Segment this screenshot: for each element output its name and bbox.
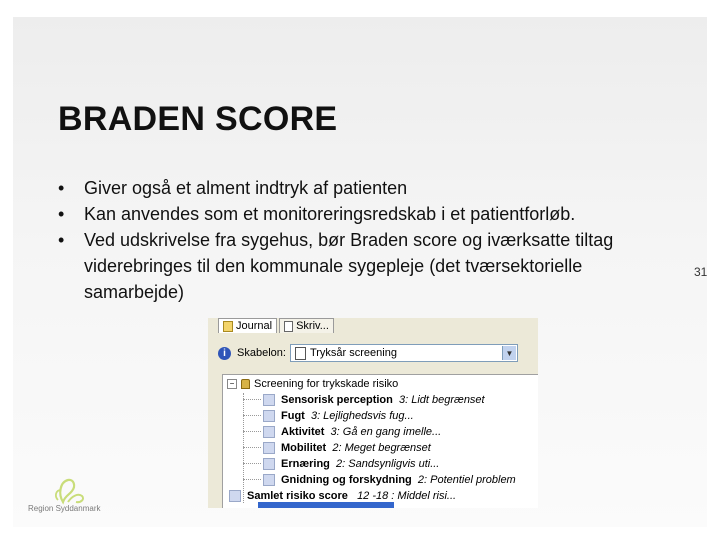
logo-mark-icon	[28, 476, 98, 506]
bullet-item	[58, 227, 698, 305]
item-name: Ernæring	[281, 457, 330, 470]
template-label: Skabelon:	[237, 347, 286, 359]
tree-connector	[243, 479, 261, 480]
document-icon	[295, 347, 306, 360]
embedded-screenshot	[208, 318, 538, 508]
item-value: 3: Lidt begrænset	[399, 393, 485, 406]
logo-text: Region Syddanmark	[28, 504, 101, 513]
item-name: Fugt	[281, 409, 305, 422]
field-icon	[263, 474, 275, 486]
tab-journal[interactable]	[218, 318, 277, 333]
item-name: Sensorisk perception	[281, 393, 393, 406]
bullet-marker: •	[58, 204, 65, 224]
journal-icon	[223, 321, 233, 332]
item-value: 3: Lejlighedsvis fug...	[310, 409, 414, 422]
tree-item[interactable]	[243, 408, 414, 423]
tree-root[interactable]	[227, 376, 398, 391]
summary-name: Samlet risiko score	[247, 489, 348, 502]
item-value: 3: Gå en gang imelle...	[330, 425, 442, 438]
tree-item[interactable]	[243, 424, 441, 439]
tree-connector	[243, 415, 261, 416]
lock-icon	[241, 379, 250, 389]
field-icon	[263, 426, 275, 438]
item-value: 2: Sandsynligvis uti...	[336, 457, 440, 470]
tree-item[interactable]	[243, 456, 439, 471]
bullet-marker: •	[58, 178, 65, 198]
screening-tree	[222, 374, 538, 508]
tab-bar	[218, 318, 336, 332]
slide-title: BRADEN SCORE	[58, 100, 338, 138]
bullet-text: Giver også et alment indtryk af patienten	[84, 178, 408, 198]
tree-connector	[243, 447, 261, 448]
item-name: Gnidning og forskydning	[281, 473, 412, 486]
field-icon	[229, 490, 241, 502]
field-icon	[263, 458, 275, 470]
template-value: Tryksår screening	[309, 347, 397, 359]
bullet-list	[58, 175, 698, 305]
write-icon	[284, 321, 293, 332]
bullet-marker: •	[58, 230, 65, 250]
template-select[interactable]	[290, 344, 518, 362]
tree-connector	[243, 431, 261, 432]
item-name: Aktivitet	[281, 425, 325, 438]
field-icon	[263, 394, 275, 406]
tree-connector	[243, 399, 261, 400]
tab-label: Journal	[236, 320, 273, 332]
tree-item[interactable]	[243, 472, 516, 487]
field-icon	[263, 442, 275, 454]
bullet-text: Kan anvendes som et monitoreringsredskab i et patientforløb.	[84, 204, 576, 224]
collapse-icon[interactable]: −	[227, 379, 237, 389]
tree-item[interactable]	[243, 440, 431, 455]
tree-summary[interactable]	[229, 488, 456, 503]
page-number: 31	[694, 265, 708, 279]
chevron-down-icon[interactable]: ▼	[502, 346, 516, 360]
item-name: Mobilitet	[281, 441, 327, 454]
tree-root-label: Screening for trykskade risiko	[254, 377, 399, 390]
tab-write[interactable]	[279, 318, 334, 333]
tree-item[interactable]	[243, 392, 485, 407]
bullet-item	[58, 201, 698, 227]
region-logo	[28, 476, 128, 520]
item-value: 2: Meget begrænset	[332, 441, 431, 454]
tree-connector	[243, 463, 261, 464]
info-icon: i	[218, 347, 231, 360]
item-value: 2: Potentiel problem	[417, 473, 516, 486]
template-row	[218, 344, 518, 362]
bullet-item	[58, 175, 698, 201]
bullet-text: Ved udskrivelse fra sygehus, bør Braden score og iværksatte tiltag viderebringes til den kommunale sygepleje (det tværsektorielle samarbejde)	[84, 230, 614, 302]
selection-highlight	[258, 502, 394, 508]
summary-value: 12 -18 : Middel risi...	[357, 489, 457, 502]
tab-label: Skriv...	[296, 320, 329, 332]
field-icon	[263, 410, 275, 422]
